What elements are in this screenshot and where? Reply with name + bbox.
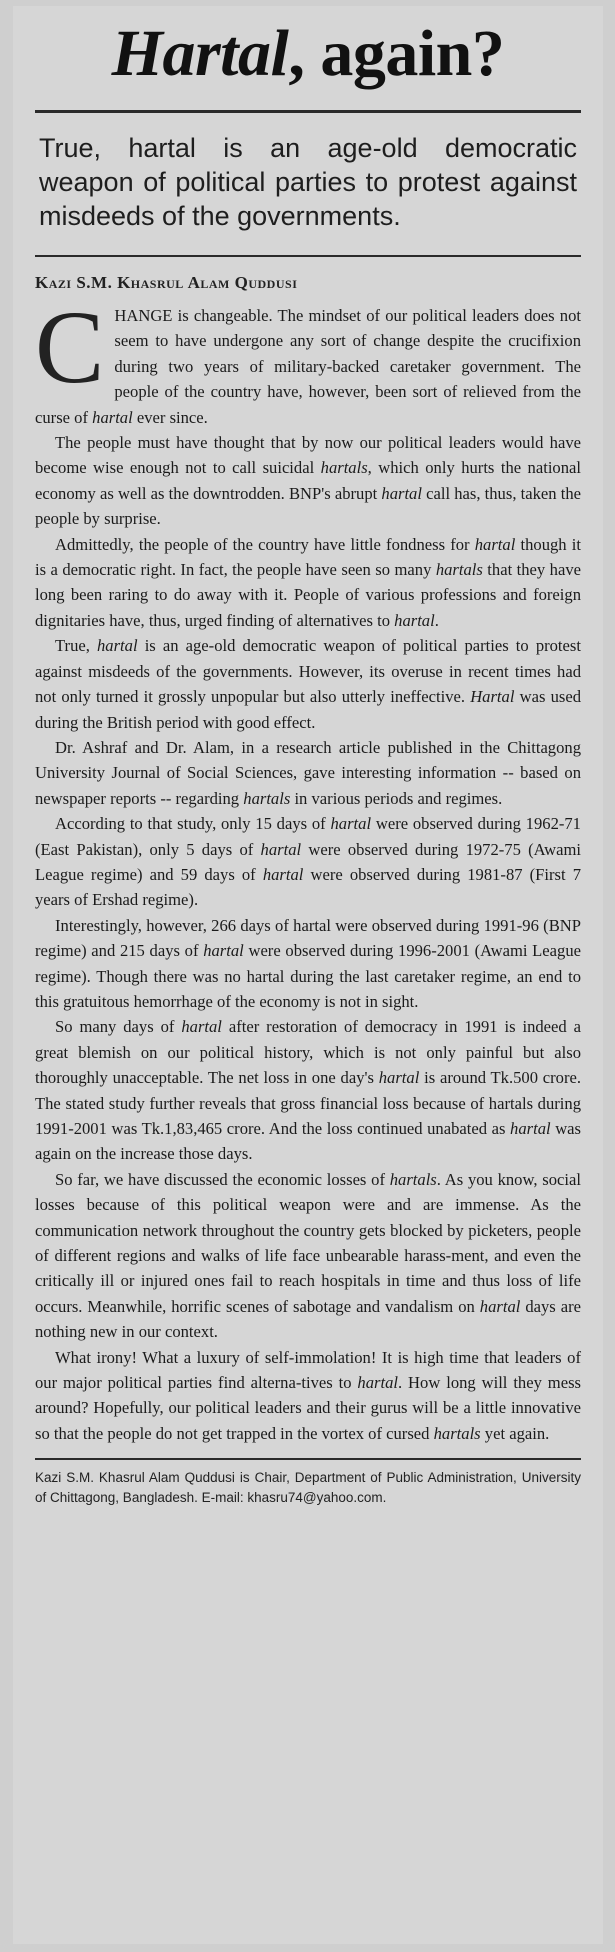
p8-italic-1: hartal — [181, 1017, 222, 1037]
p4-text-a: True, — [55, 636, 97, 656]
p2-text-a: The people must have thought that by now our political leaders would have become wise enough not to call suicidal — [35, 433, 581, 478]
p10-italic-2: hartals — [433, 1423, 481, 1443]
p9-text-c: days are nothing new in our context. — [35, 1296, 581, 1342]
paragraph-3 — [35, 532, 581, 634]
article-body — [35, 290, 582, 1446]
p3-text-b: though it is a democratic right. In fact, the people have seen so many — [35, 534, 581, 580]
p6-text-a: According to that study, only 15 days of — [55, 814, 331, 834]
footer-rule — [35, 1458, 581, 1460]
paragraph-6 — [35, 811, 581, 913]
paragraph-8 — [35, 1014, 581, 1166]
p6-text-d: were observed during 1981-87 (First 7 years of Ershad regime). — [35, 864, 582, 910]
p8-text-d: was again on the increase those days. — [35, 1119, 581, 1164]
p10-text-a: What irony! What a luxury of self-immolation! It is high time that leaders of our major political parties find alterna-tives to — [35, 1347, 581, 1393]
p8-text-c: is around Tk.500 crore. The stated study further reveals that gross financial loss because of hartals during 1991-2001 was Tk.1,83,465 crore. And the loss continued unabated as — [35, 1068, 582, 1138]
p4-italic-1: hartal — [97, 636, 138, 656]
p9-text-a: So far, we have discussed the economic losses of — [55, 1169, 390, 1189]
headline-rule — [35, 110, 581, 113]
byline — [35, 273, 581, 293]
paragraph-1 — [35, 290, 581, 430]
p7-italic-1: hartal — [203, 941, 244, 961]
byline-author: Kazi S.M. Khasrul Alam Quddusi — [35, 273, 298, 292]
p9-italic-1: hartals — [389, 1169, 437, 1189]
p9-italic-2: hartal — [479, 1296, 521, 1316]
p5-text-b: in various periods and regimes. — [290, 788, 503, 808]
p6-italic-2: hartal — [260, 839, 302, 859]
p8-text-a: So many days of — [55, 1017, 182, 1037]
p3-text-c: that they have long been raring to do away with it. People of various professions and foreign dignitaries have, thus, urged finding of alternatives to — [35, 560, 581, 630]
paragraph-7 — [35, 913, 581, 1015]
p2-italic-1: hartals — [320, 458, 368, 478]
p1-text-b: ever since. — [132, 407, 208, 427]
author-note-text: Kazi S.M. Khasrul Alam Quddusi is Chair, Department of Public Administration, University of Chittagong, Bangladesh. E-mail: khasru74@yahoo.com. — [35, 1470, 581, 1506]
p5-text-a: Dr. Ashraf and Dr. Alam, in a research article published in the Chittagong University Journal of Social Sciences, gave interesting information -- based on newspaper reports -- regarding — [35, 737, 581, 808]
p5-italic-1: hartals — [243, 788, 291, 808]
p6-italic-3: hartal — [262, 864, 304, 884]
p6-italic-1: hartal — [330, 814, 372, 834]
headline-rest: , again? — [288, 17, 505, 90]
p2-text-c: call has, thus, taken the people by surprise. — [35, 483, 581, 529]
p7-text-b: were observed during 1996-2001 (Awami League regime). Though there was no hartal during the last caretaker regime, an end to this gratuitous hemorrhage of the economy is not in sight. — [35, 941, 581, 1011]
p10-text-c: yet again. — [480, 1423, 550, 1443]
drop-cap: C — [35, 290, 105, 405]
p4-text-c: was used during the British period with good effect. — [35, 687, 581, 732]
p9-text-b: . As you know, social losses because of this political weapon were and are immense. As the communication network throughout the country gets blocked by picketers, people of different regions and walks of life face unbearable harass-ment, and even the critically ill or injured ones fail to reach hospitals in time and thus loss of life occurs. Meanwhile, horrific scenes of sabotage and vandalism on — [35, 1169, 581, 1316]
p4-text-b: is an age-old democratic weapon of political parties to protest against misdeeds of the governments. However, its overuse in recent times had not only turned it grossly unpopular but also utterly ineffective. — [35, 636, 581, 707]
p8-italic-3: hartal — [510, 1119, 551, 1138]
p10-text-b: . How long will they mess around? Hopefully, our political leaders and their gurus will be a little innovative so that the people do not get trapped in the vortex of cursed — [35, 1373, 581, 1443]
p1-text-a: HANGE is changeable. The mindset of our political leaders does not seem to have undergone any sort of change despite the crucifixion during two years of military-backed caretaker government. The people of the country have, however, been sort of relieved from the curse of — [35, 306, 581, 427]
p1-italic-1: hartal — [92, 407, 133, 427]
paragraph-4 — [35, 633, 581, 735]
p3-italic-3: hartal — [394, 610, 435, 630]
paragraph-9 — [35, 1167, 581, 1345]
p8-text-b: after restoration of democracy in 1991 is indeed a great blemish on our political history, which is not only painful but also thoroughly unacceptable. The net loss in one day's — [35, 1017, 581, 1088]
p3-text-a: Admittedly, the people of the country have little fondness for — [55, 534, 475, 554]
p7-text-a: Interestingly, however, 266 days of hartal were observed during 1991-96 (BNP regime) and 215 days of — [35, 915, 581, 961]
p8-italic-2: hartal — [378, 1068, 420, 1088]
paragraph-2 — [35, 430, 581, 532]
p3-italic-1: hartal — [474, 534, 516, 554]
p3-text-d: . — [434, 610, 439, 630]
p2-text-b: , which only hurts the national economy as well as the downtrodden. BNP's abrupt — [35, 458, 581, 503]
headline-italic: Hartal — [111, 17, 289, 90]
p6-text-c: were observed during 1972-75 (Awami League regime) and 59 days of — [35, 839, 581, 884]
deck-rule — [35, 255, 581, 257]
p3-italic-2: hartals — [435, 560, 483, 580]
headline — [35, 16, 581, 92]
deck-summary: True, hartal is an age-old democratic weapon of political parties to protest against misdeeds of the governments. — [39, 133, 577, 231]
newspaper-column — [13, 6, 603, 1944]
p4-italic-2: Hartal — [470, 687, 515, 707]
paragraph-10 — [35, 1345, 581, 1447]
paragraph-5 — [35, 735, 581, 811]
p6-text-b: were observed during 1962-71 (East Pakistan), only 5 days of — [35, 814, 581, 859]
author-note — [35, 1468, 581, 1508]
p2-italic-2: hartal — [381, 483, 422, 503]
p10-italic-1: hartal — [357, 1373, 398, 1393]
